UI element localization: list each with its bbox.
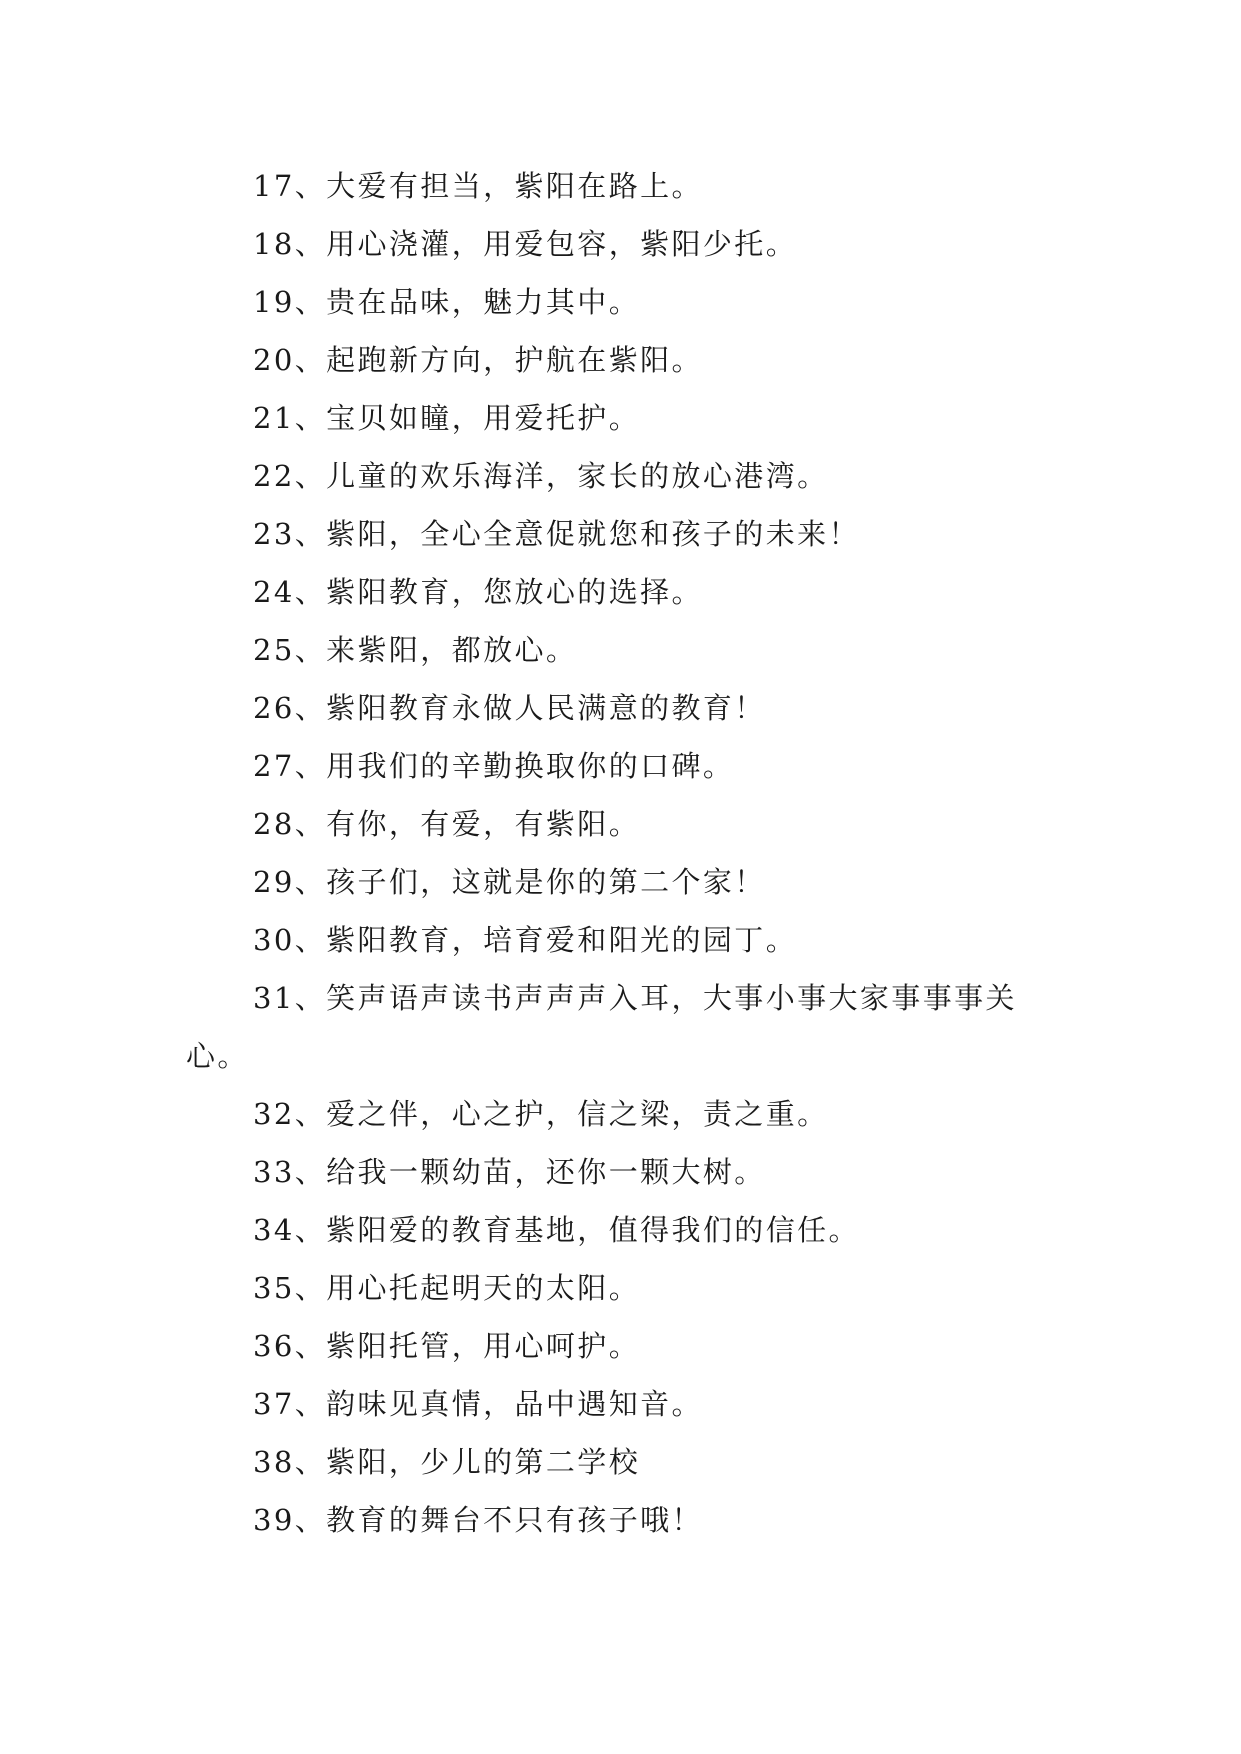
slogan-line-23: 23、紫阳，全心全意促就您和孩子的未来！ [253,517,860,551]
slogan-line-29: 29、孩子们，这就是你的第二个家！ [253,865,766,899]
slogan-line-20: 20、起跑新方向，护航在紫阳。 [253,343,703,377]
slogan-line-31: 31、笑声语声读书声声声入耳，大事小事大家事事事关 [253,981,1017,1015]
slogan-line-38: 38、紫阳，少儿的第二学校 [253,1445,641,1479]
slogan-line-33: 33、给我一颗幼苗，还你一颗大树。 [253,1155,766,1189]
slogan-line-36: 36、紫阳托管，用心呵护。 [253,1329,641,1363]
slogan-line-39: 39、教育的舞台不只有孩子哦！ [253,1503,703,1537]
slogan-line-34: 34、紫阳爱的教育基地，值得我们的信任。 [253,1213,860,1247]
slogan-line-24: 24、紫阳教育，您放心的选择。 [253,575,703,609]
slogan-line-19: 19、贵在品味，魅力其中。 [253,285,641,319]
slogan-line-30: 30、紫阳教育，培育爱和阳光的园丁。 [253,923,798,957]
slogan-line-31-continued: 心。 [186,1039,249,1073]
slogan-line-28: 28、有你，有爱，有紫阳。 [253,807,641,841]
slogan-line-27: 27、用我们的辛勤换取你的口碑。 [253,749,735,783]
slogan-line-21: 21、宝贝如瞳，用爱托护。 [253,401,641,435]
slogan-line-32: 32、爱之伴，心之护，信之梁，责之重。 [253,1097,829,1131]
slogan-line-26: 26、紫阳教育永做人民满意的教育！ [253,691,766,725]
slogan-line-17: 17、大爱有担当，紫阳在路上。 [253,169,703,203]
slogan-line-25: 25、来紫阳，都放心。 [253,633,578,667]
slogan-line-35: 35、用心托起明天的太阳。 [253,1271,641,1305]
slogan-line-37: 37、韵味见真情，品中遇知音。 [253,1387,703,1421]
slogan-line-18: 18、用心浇灌，用爱包容，紫阳少托。 [253,227,798,261]
slogan-line-22: 22、儿童的欢乐海洋，家长的放心港湾。 [253,459,829,493]
